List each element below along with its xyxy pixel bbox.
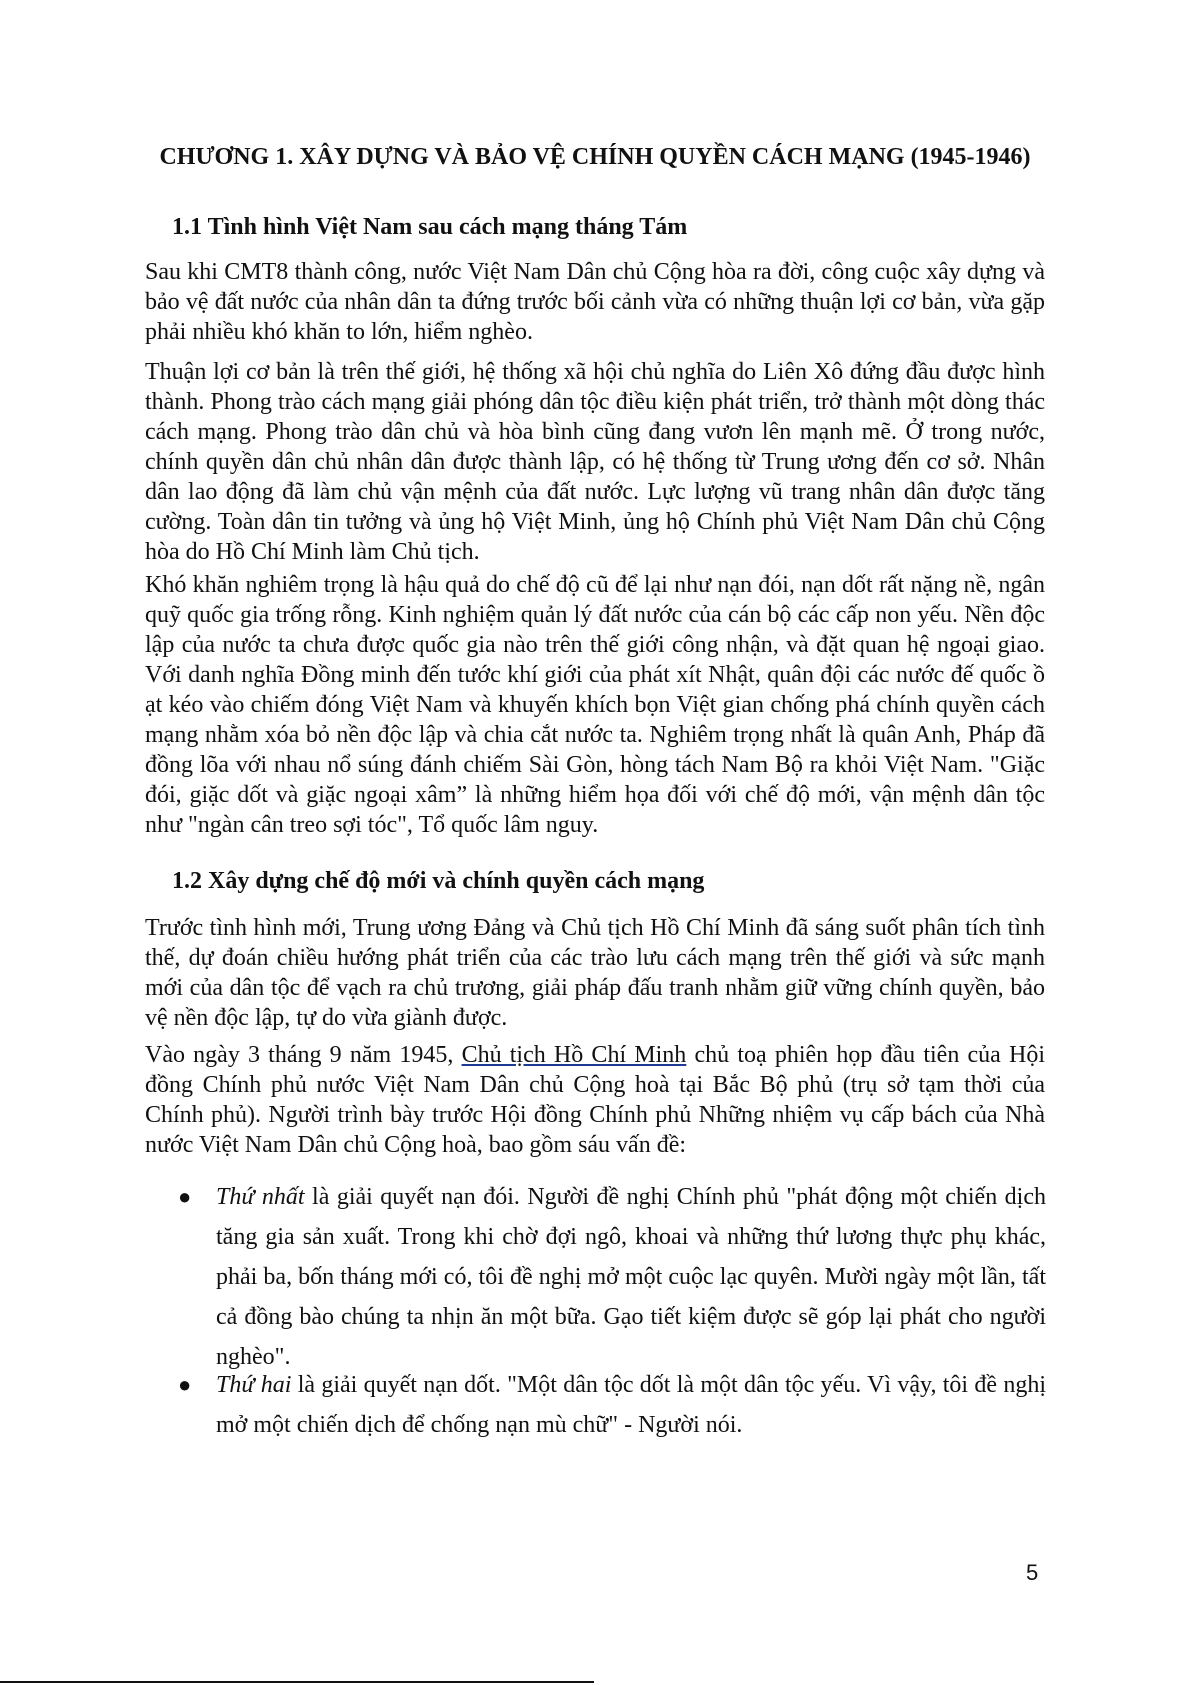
section-heading-1-1: 1.1 Tình hình Việt Nam sau cách mạng tháng Tám bbox=[172, 214, 688, 240]
paragraph bbox=[145, 1040, 1045, 1160]
footer-divider bbox=[0, 1681, 594, 1683]
bullet-lead: Thứ nhất bbox=[216, 1184, 305, 1210]
bullet-item-1 bbox=[216, 1177, 1046, 1377]
paragraph: Khó khăn nghiêm trọng là hậu quả do chế độ cũ để lại như nạn đói, nạn dốt rất nặng nề, ngân quỹ quốc gia trống rỗng. Kinh nghiệm quản lý đất nước của cán bộ các cấp non yếu. Nền độc lập của nước ta chưa được quốc gia nào trên thế giới công nhận, và đặt quan hệ ngoại giao. Với danh nghĩa Đồng minh đến tước khí giới của phát xít Nhật, quân đội các nước đế quốc ồ ạt kéo vào chiếm đóng Việt Nam và khuyến khích bọn Việt gian chống phá chính quyền cách mạng nhằm xóa bỏ nền độc lập và chia cắt nước ta. Nghiêm trọng nhất là quân Anh, Pháp đã đồng lõa với nhau nổ súng đánh chiếm Sài Gòn, hòng tách Nam Bộ ra khỏi Việt Nam. "Giặc đói, giặc dốt và giặc ngoại xâm” là những hiểm họa đối với chế độ mới, vận mệnh dân tộc như "ngàn cân treo sợi tóc", Tổ quốc lâm nguy. bbox=[145, 572, 1045, 838]
page-number: 5 bbox=[1026, 1560, 1039, 1585]
bullet-icon: ● bbox=[178, 1184, 192, 1209]
paragraph: Sau khi CMT8 thành công, nước Việt Nam Dân chủ Cộng hòa ra đời, công cuộc xây dựng và bảo vệ đất nước của nhân dân ta đứng trước bối cảnh vừa có những thuận lợi cơ bản, vừa gặp phải nhiều khó khăn to lớn, hiểm nghèo. bbox=[145, 259, 1045, 345]
paragraph: Trước tình hình mới, Trung ương Đảng và Chủ tịch Hồ Chí Minh đã sáng suốt phân tích tình thế, dự đoán chiều hướng phát triển của các trào lưu cách mạng trên thế giới và sức mạnh mới của dân tộc để vạch ra chủ trương, giải pháp đấu tranh nhằm giữ vững chính quyền, bảo vệ nền độc lập, tự do vừa giành được. bbox=[145, 915, 1045, 1031]
chapter-title: CHƯƠNG 1. XÂY DỰNG VÀ BẢO VỆ CHÍNH QUYỀN CÁCH MẠNG (1945-1946) bbox=[159, 144, 1031, 170]
bullet-text: là giải quyết nạn đói. Người đề nghị Chính phủ "phát động một chiến dịch tăng gia sản xuất. Trong khi chờ đợi ngô, khoai và những thứ lương thực phụ khác, phải ba, bốn tháng mới có, tôi đề nghị mở một cuộc lạc quyên. Mười ngày một lần, tất cả đồng bào chúng ta nhịn ăn một bữa. Gạo tiết kiệm được sẽ góp lại phát cho người nghèo". bbox=[216, 1184, 1046, 1370]
ho-chi-minh-link[interactable]: Chủ tịch Hồ Chí Minh bbox=[461, 1042, 687, 1068]
paragraph-text: chủ toạ phiên họp đầu tiên của Hội đồng Chính phủ nước Việt Nam Dân chủ Cộng hoà tại Bắc Bộ phủ (trụ sở tạm thời của Chính phủ). Người trình bày trước Hội đồng Chính phủ Những nhiệm vụ cấp bách của Nhà nước Việt Nam Dân chủ Cộng hoà, bao gồm sáu vấn đề: bbox=[145, 1042, 1046, 1158]
bullet-lead: Thứ hai bbox=[216, 1372, 292, 1398]
bullet-text: là giải quyết nạn dốt. "Một dân tộc dốt là một dân tộc yếu. Vì vậy, tôi đề nghị mở một chiến dịch để chống nạn mù chữ" - Người nói. bbox=[216, 1372, 1046, 1438]
paragraph: Thuận lợi cơ bản là trên thế giới, hệ thống xã hội chủ nghĩa do Liên Xô đứng đầu được hình thành. Phong trào cách mạng giải phóng dân tộc điều kiện phát triển, trở thành một dòng thác cách mạng. Phong trào dân chủ và hòa bình cũng đang vươn lên mạnh mẽ. Ở trong nước, chính quyền dân chủ nhân dân được thành lập, có hệ thống từ Trung ương đến cơ sở. Nhân dân lao động đã làm chủ vận mệnh của đất nước. Lực lượng vũ trang nhân dân được tăng cường. Toàn dân tin tưởng và ủng hộ Việt Minh, ủng hộ Chính phủ Việt Nam Dân chủ Cộng hòa do Hồ Chí Minh làm Chủ tịch. bbox=[145, 359, 1045, 565]
bullet-icon: ● bbox=[178, 1372, 192, 1397]
bullet-item-2 bbox=[216, 1365, 1046, 1445]
section-heading-1-2: 1.2 Xây dựng chế độ mới và chính quyền cách mạng bbox=[172, 868, 705, 894]
paragraph-text: Vào ngày 3 tháng 9 năm 1945, bbox=[145, 1042, 462, 1068]
